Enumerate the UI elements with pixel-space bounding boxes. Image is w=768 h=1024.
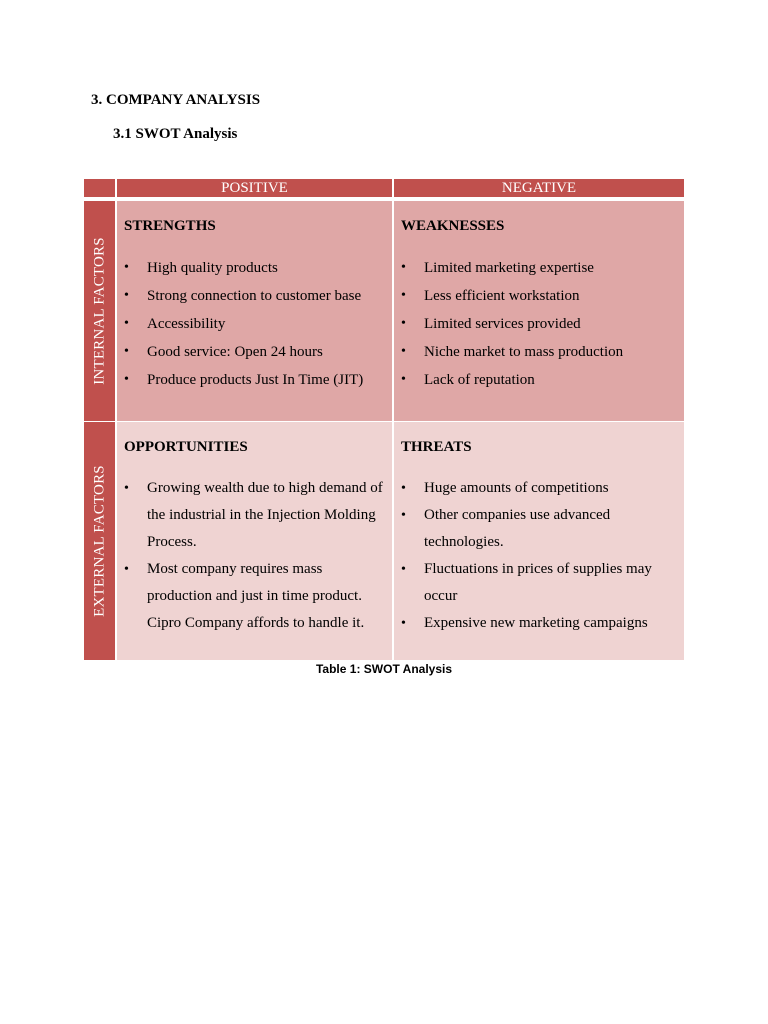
external-factors-row-header	[84, 422, 115, 660]
internal-factors-row-header	[84, 201, 115, 421]
strengths-title: STRENGTHS	[124, 218, 216, 234]
list-item: • Good service: Open 24 hours	[124, 344, 323, 360]
negative-column-header: NEGATIVE	[394, 179, 684, 197]
threats-list	[401, 475, 660, 637]
list-item: • High quality products	[124, 260, 278, 276]
list-item: • Lack of reputation	[401, 372, 535, 388]
list-item: • Produce products Just In Time (JIT)	[124, 372, 364, 388]
strengths-cell	[117, 201, 392, 421]
threats-cell	[394, 422, 684, 660]
threats-title: THREATS	[401, 439, 472, 455]
positive-column-header: POSITIVE	[117, 179, 392, 197]
list-item: • Other companies use advanced technologies.	[401, 507, 611, 550]
list-item: • Huge amounts of competitions	[401, 480, 609, 496]
internal-factors-label: INTERNAL FACTORS	[91, 237, 107, 385]
table-caption: Table 1: SWOT Analysis	[315, 662, 453, 676]
weaknesses-title: WEAKNESSES	[401, 218, 505, 234]
strengths-list	[124, 254, 392, 394]
opportunities-title: OPPORTUNITIES	[124, 439, 248, 455]
subsection-heading: 3.1 SWOT Analysis	[113, 126, 238, 142]
list-item: • Less efficient workstation	[401, 288, 580, 304]
list-item: • Niche market to mass production	[401, 344, 624, 360]
weaknesses-list	[401, 254, 684, 394]
list-item: • Growing wealth due to high demand of the industrial in the Injection Molding Process.	[124, 480, 383, 550]
list-item: • Limited marketing expertise	[401, 260, 594, 276]
list-item: • Expensive new marketing campaigns	[401, 615, 648, 631]
corner-cell	[84, 179, 115, 197]
opportunities-list	[124, 475, 388, 637]
list-item: • Strong connection to customer base	[124, 288, 362, 304]
section-heading: 3. COMPANY ANALYSIS	[91, 92, 261, 108]
list-item: • Fluctuations in prices of supplies may occur	[401, 561, 652, 604]
swot-table	[84, 179, 684, 660]
external-factors-label: EXTERNAL FACTORS	[91, 465, 107, 617]
list-item: • Limited services provided	[401, 316, 581, 332]
weaknesses-cell	[394, 201, 684, 421]
list-item: • Most company requires mass production and just in time product. Cipro Company affords to handle it.	[124, 561, 365, 631]
opportunities-cell	[117, 422, 392, 660]
list-item: • Accessibility	[124, 316, 226, 332]
